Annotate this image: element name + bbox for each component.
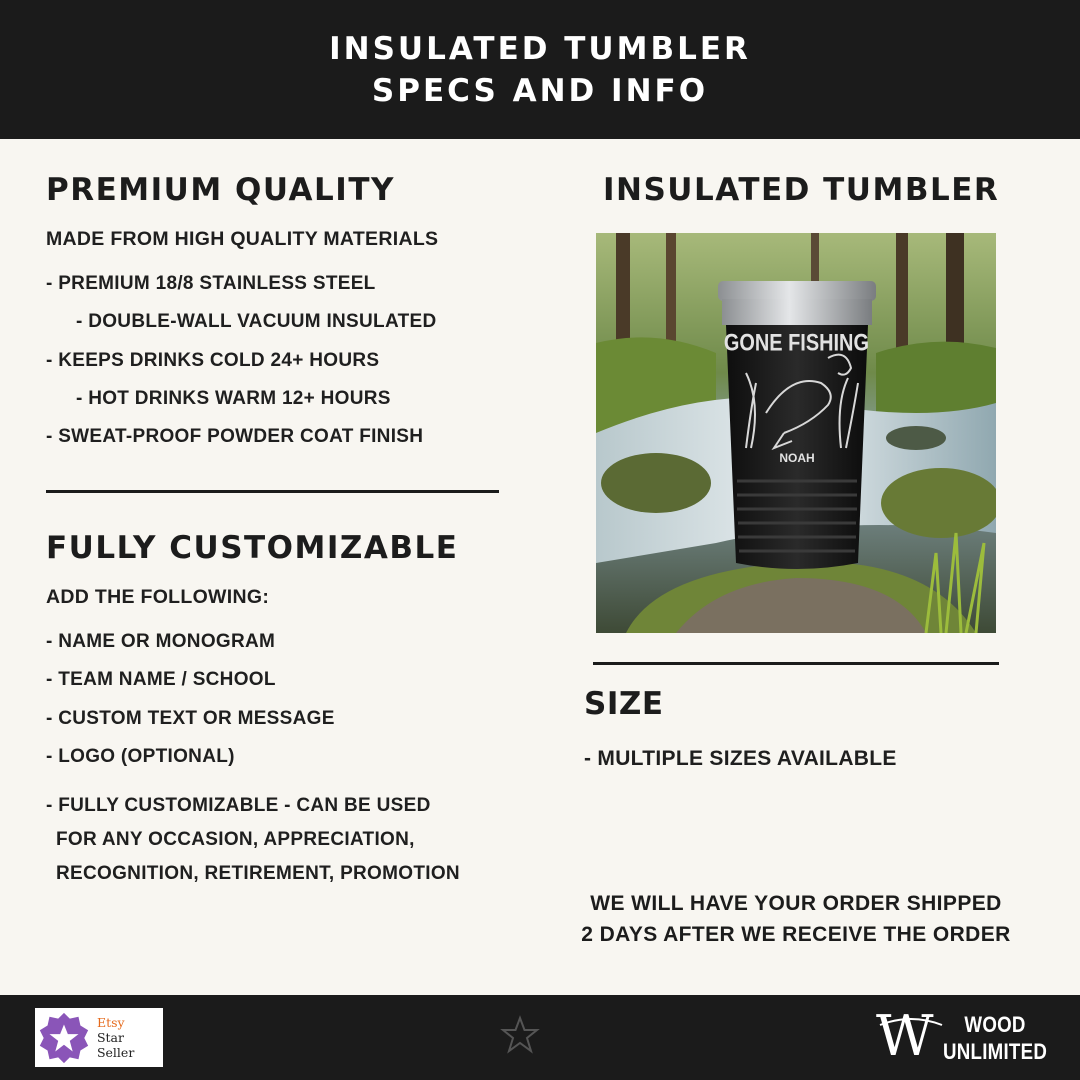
custom-item-name: - NAME OR MONOGRAM (46, 631, 276, 652)
size-heading: SIZE (584, 686, 664, 722)
header-title-line1: INSULATED TUMBLER (329, 30, 751, 67)
badge-label: Star Seller (96, 1030, 135, 1060)
product-heading: INSULATED TUMBLER (603, 172, 1000, 208)
custom-item-team: - TEAM NAME / SCHOOL (46, 669, 276, 690)
engraving-name: NOAH (779, 451, 815, 465)
custom-note-line2: FOR ANY OCCASION, APPRECIATION, (56, 829, 415, 850)
star-icon (500, 1015, 540, 1055)
brand-monogram-icon (876, 1007, 946, 1067)
premium-item-finish: - SWEAT-PROOF POWDER COAT FINISH (46, 426, 424, 447)
shipping-note (560, 888, 1032, 950)
star-seller-badge-icon (35, 1008, 93, 1068)
custom-item-text: - CUSTOM TEXT OR MESSAGE (46, 708, 335, 729)
shipping-line2: 2 DAYS AFTER WE RECEIVE THE ORDER (581, 923, 1011, 946)
premium-item-cold: - KEEPS DRINKS COLD 24+ HOURS (46, 350, 380, 371)
brand-line1: WOOD (964, 1012, 1026, 1037)
brand-line2: UNLIMITED (943, 1039, 1048, 1064)
tumbler-scene-illustration (596, 233, 996, 633)
brand-monogram: W (876, 1007, 934, 1067)
premium-item-hot: - HOT DRINKS WARM 12+ HOURS (76, 388, 391, 409)
shipping-line1: WE WILL HAVE YOUR ORDER SHIPPED (590, 892, 1002, 915)
wood-unlimited-logo (876, 1007, 1056, 1067)
size-item-multiple: - MULTIPLE SIZES AVAILABLE (584, 747, 897, 770)
premium-quality-heading: PREMIUM QUALITY (46, 172, 395, 208)
customizable-subtitle: ADD THE FOLLOWING: (46, 586, 270, 608)
page-header (0, 0, 1080, 139)
premium-item-vacuum: - DOUBLE-WALL VACUUM INSULATED (76, 311, 437, 332)
badge-brand: Etsy (96, 1015, 125, 1030)
product-photo (596, 233, 996, 633)
section-divider-left (46, 490, 499, 493)
fully-customizable-heading: FULLY CUSTOMIZABLE (46, 530, 459, 566)
header-title-line2: SPECS AND INFO (371, 72, 709, 109)
section-divider-right (593, 662, 999, 665)
premium-quality-subtitle: MADE FROM HIGH QUALITY MATERIALS (46, 228, 439, 250)
page-footer (0, 995, 1080, 1080)
custom-item-logo: - LOGO (OPTIONAL) (46, 746, 235, 767)
custom-note-line3: RECOGNITION, RETIREMENT, PROMOTION (56, 863, 460, 884)
engraving-title: GONE FISHING (723, 328, 869, 356)
premium-item-steel: - PREMIUM 18/8 STAINLESS STEEL (46, 273, 376, 294)
star-seller-badge (35, 1008, 163, 1067)
custom-note-line1: - FULLY CUSTOMIZABLE - CAN BE USED (46, 795, 431, 816)
